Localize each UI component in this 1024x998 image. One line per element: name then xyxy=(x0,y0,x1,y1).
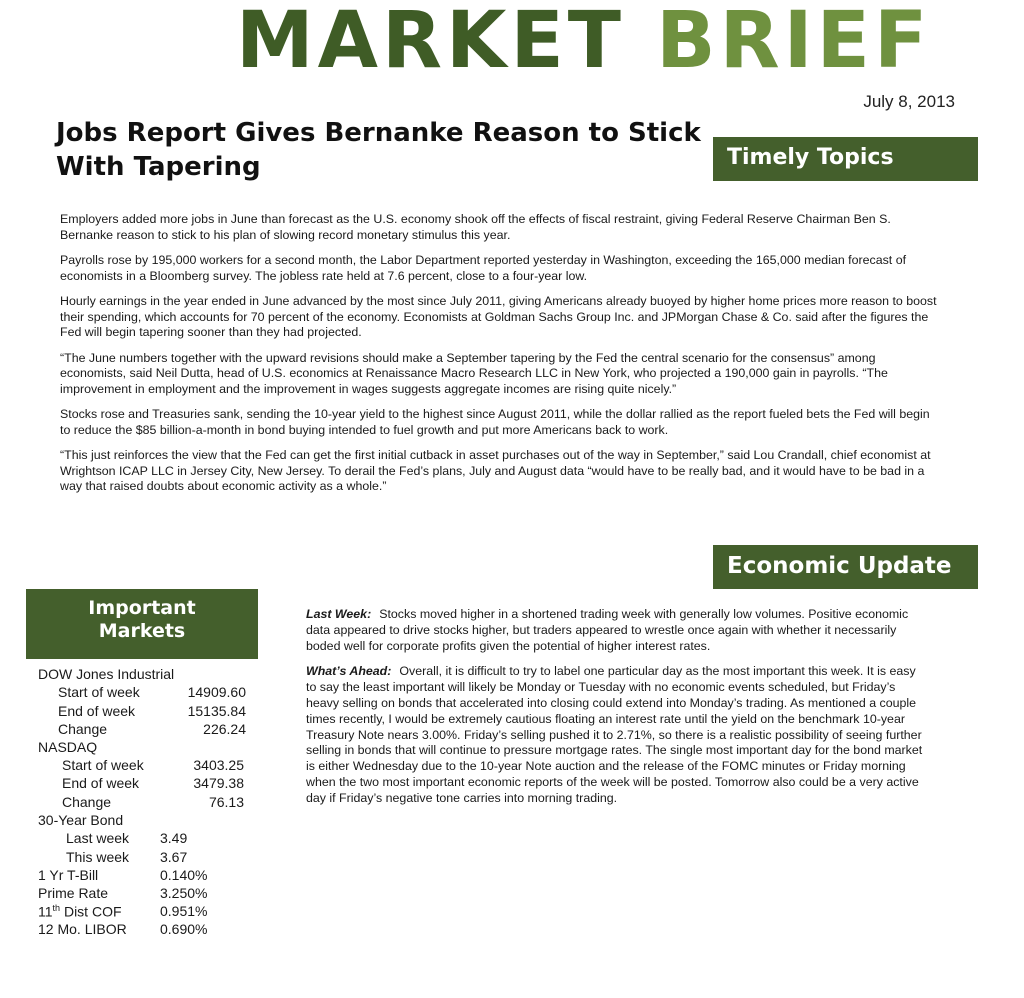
important-markets-header xyxy=(26,589,258,659)
whats-ahead-paragraph xyxy=(306,664,926,806)
dow-start-value: 14909.60 xyxy=(187,684,246,700)
article-body xyxy=(60,212,940,505)
nasdaq-start-value: 3403.25 xyxy=(193,757,244,773)
article-paragraph: Employers added more jobs in June than forecast as the U.S. economy shook off the effects of fiscal restraint, giving Federal Reserve Chairman Ben S. Bernanke reason to stick to his plan of slowing record monetary stimulus this year. xyxy=(60,212,891,242)
tbill-label: 1 Yr T-Bill xyxy=(38,867,99,883)
nasdaq-end-label: End of week xyxy=(62,775,140,791)
dow-end-label: End of week xyxy=(58,703,136,719)
markets-title-line1: Important xyxy=(88,597,196,619)
cof-value: 0.951% xyxy=(160,903,208,919)
dow-label: DOW Jones Industrial xyxy=(38,666,175,682)
prime-label: Prime Rate xyxy=(38,885,109,901)
libor-label: 12 Mo. LIBOR xyxy=(38,921,127,937)
markets-title-line2: Markets xyxy=(98,620,186,642)
nasdaq-start-label: Start of week xyxy=(62,757,144,773)
article-paragraph: Payrolls rose by 195,000 workers for a second month, the Labor Department reported yesterday in Washington, exceeding the 165,000 median forecast of economists in a Bloomberg survey. The jobless rate held at 7.6 percent, close to a four-year low. xyxy=(60,253,907,283)
article-paragraph: “This just reinforces the view that the Fed can get the first initial cutback in asset purchases out of the way in September,” said Lou Crandall, chief economist at Wrightson ICAP LLC in Jersey City, New Jersey. To derail the Fed’s plans, July and August data “would have to be really bad, and it would have to be bad in a way that raised doubts about economic activity as a whole.” xyxy=(60,448,931,493)
bond-last-value: 3.49 xyxy=(160,830,188,846)
nasdaq-end-value: 3479.38 xyxy=(193,775,244,791)
last-week-paragraph xyxy=(306,607,926,654)
bond-label: 30-Year Bond xyxy=(38,812,124,828)
whats-ahead-label: What’s Ahead: xyxy=(306,664,392,679)
nasdaq-label: NASDAQ xyxy=(38,739,98,755)
tbill-value: 0.140% xyxy=(160,867,208,883)
dow-change-value: 226.24 xyxy=(203,721,246,737)
libor-value: 0.690% xyxy=(160,921,208,937)
article-headline: Jobs Report Gives Bernanke Reason to Stick With Tapering xyxy=(56,118,701,182)
dow-change-label: Change xyxy=(58,721,108,737)
dow-start-label: Start of week xyxy=(58,684,140,700)
masthead-word-market: MARKET xyxy=(236,0,625,86)
bond-last-label: Last week xyxy=(66,830,130,846)
issue-date: July 8, 2013 xyxy=(863,92,955,111)
nasdaq-change-label: Change xyxy=(62,794,112,810)
nasdaq-change-value: 76.13 xyxy=(208,794,244,810)
article-paragraph: “The June numbers together with the upward revisions should make a September tapering by the Fed the central scenario for the consensus” among economists, said Neil Dutta, head of U.S. economics at Renaissance Macro Research LLC in New York, who projected a 190,000 gain in payrolls. “The improvement in employment and the improvement in wages suggests aggregate incomes are rising quite nicely.” xyxy=(60,350,888,396)
section-tab-economic-update: Economic Update xyxy=(713,545,978,589)
masthead-word-brief: BRIEF xyxy=(656,0,932,86)
bond-this-value: 3.67 xyxy=(160,849,188,865)
dow-end-value: 15135.84 xyxy=(187,703,246,719)
economic-update-body xyxy=(306,607,926,817)
last-week-label: Last Week: xyxy=(306,607,372,621)
prime-value: 3.250% xyxy=(160,885,208,901)
cof-label: 11th Dist COF xyxy=(38,903,122,920)
whats-ahead-text: Overall, it is difficult to try to label one particular day as the most important this week. It is easy to say the least important will likely be Monday or Tuesday with no economic events scheduled, but Friday’s heavy selling on bonds that accelerated into closing could extend into Monday’s trading. As mentioned a couple times recently, I would be extremely cautious floating an interest rate until the yield on the benchmark 10-year Treasury Note nears 3.00%. Friday’s selling pushed it to 2.71%, so there is a realistic possibility of seeing further selling in bonds that will continue to pressure mortgage rates. The single most important day for the bond market is either Wednesday due to the 10-year Note auction and the release of the FOMC minutes or Friday morning when the two most important economic reports of the week will be posted. Tomorrow also could be a very active day if Friday’s negative tone carries into morning trading. xyxy=(306,664,923,805)
section-tab-timely-topics: Timely Topics xyxy=(713,137,978,181)
masthead xyxy=(236,0,932,86)
last-week-text: Stocks moved higher in a shortened trading week with generally low volumes. Positive economic data appeared to drive stocks higher, but traders appeared to wrestle once again with whether it necessarily boded well for corporate profits given the potential of higher interest rates. xyxy=(306,607,909,653)
bond-this-label: This week xyxy=(66,849,130,865)
article-paragraph: Hourly earnings in the year ended in June advanced by the most since July 2011, giving Americans already buoyed by higher home prices more reason to boost their spending, which accounts for 70 percent of the economy. Economists at Goldman Sachs Group Inc. and JPMorgan Chase & Co. said after the figures the Fed will begin tapering sooner than they had projected. xyxy=(60,294,937,339)
article-paragraph: Stocks rose and Treasuries sank, sending the 10-year yield to the highest since August 2011, while the dollar rallied as the report fueled bets the Fed will begin to reduce the $85 billion-a-month in bond buying intended to fuel growth and put more Americans back to work. xyxy=(60,407,930,437)
